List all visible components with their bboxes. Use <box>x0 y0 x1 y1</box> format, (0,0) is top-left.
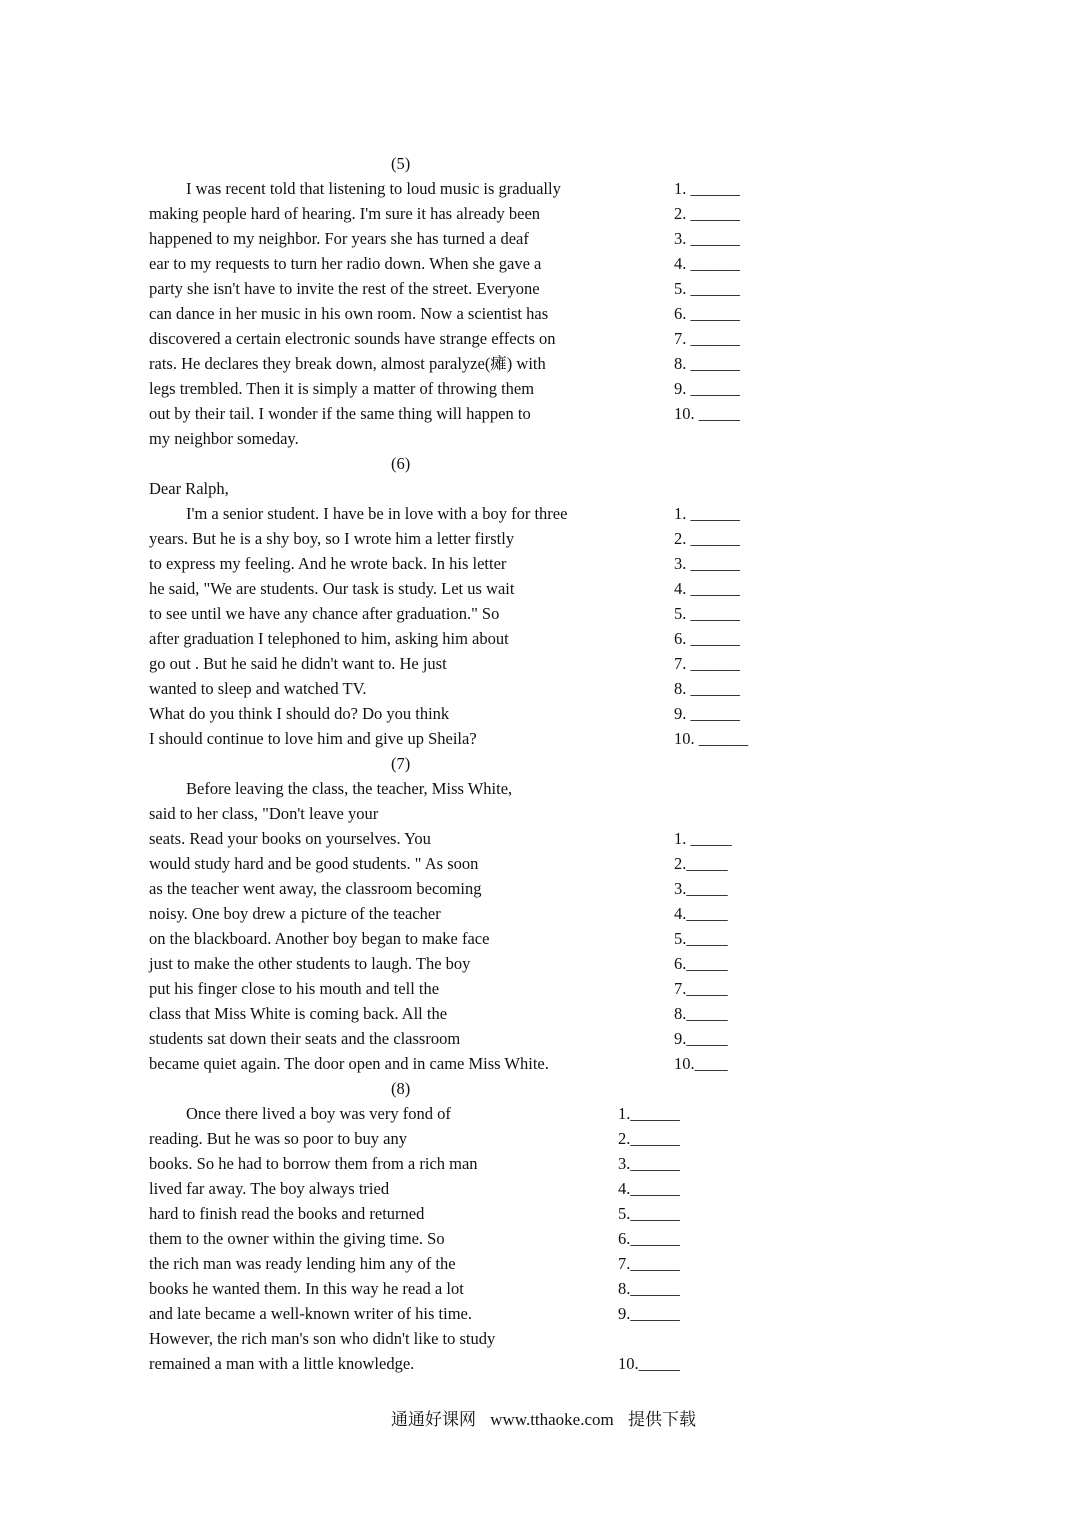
footer-site-name: 通通好课网 <box>390 1410 476 1429</box>
passage-line: them to the owner within the giving time. So <box>149 1229 445 1248</box>
passage-line: party she isn't have to invite the rest of the street. Everyone <box>149 279 540 298</box>
answer-blank[interactable]: 4. ______ <box>674 579 740 598</box>
answer-blank[interactable]: 6. ______ <box>674 304 740 323</box>
answer-blank[interactable]: 6._____ <box>674 954 728 973</box>
answer-blank[interactable]: 3.______ <box>618 1154 680 1173</box>
passage-line: students sat down their seats and the classroom <box>149 1029 461 1048</box>
answer-blank[interactable]: 10._____ <box>618 1354 680 1373</box>
answer-blank[interactable]: 5.______ <box>618 1204 680 1223</box>
answer-blank[interactable]: 7. ______ <box>674 329 740 348</box>
answer-blank[interactable]: 7.______ <box>618 1254 680 1273</box>
answer-blank[interactable]: 9. ______ <box>674 704 740 723</box>
passage-line: Once there lived a boy was very fond of <box>186 1104 451 1123</box>
answer-blank[interactable]: 1. ______ <box>674 504 740 523</box>
passage-line: to express my feeling. And he wrote back. In his letter <box>149 554 507 573</box>
answer-blank[interactable]: 8. ______ <box>674 679 740 698</box>
answer-blank[interactable]: 5. ______ <box>674 279 740 298</box>
passage-line: reading. But he was so poor to buy any <box>149 1129 407 1148</box>
passage-line: rats. He declares they break down, almost paralyze(瘫) with <box>149 354 546 373</box>
passage-line: the rich man was ready lending him any of the <box>149 1254 456 1273</box>
passage-line: I should continue to love him and give up Sheila? <box>149 729 477 748</box>
answer-blank[interactable]: 7. ______ <box>674 654 740 673</box>
footer-download-note: 提供下载 <box>628 1410 697 1429</box>
passage-line: I was recent told that listening to loud music is gradually <box>186 179 561 198</box>
answer-blank[interactable]: 4._____ <box>674 904 728 923</box>
passage-line: However, the rich man's son who didn't like to study <box>149 1329 496 1348</box>
passage-line: What do you think I should do? Do you think <box>149 704 450 723</box>
answer-blank[interactable]: 2. ______ <box>674 204 740 223</box>
answer-blank[interactable]: 2._____ <box>674 854 728 873</box>
passage-line: would study hard and be good students. " As soon <box>149 854 479 873</box>
passage-number: (7) <box>391 754 411 773</box>
passage-line: noisy. One boy drew a picture of the teacher <box>149 904 441 923</box>
answer-blank[interactable]: 8. ______ <box>674 354 740 373</box>
answer-blank[interactable]: 9. ______ <box>674 379 740 398</box>
answer-blank[interactable]: 9.______ <box>618 1304 680 1323</box>
answer-blank[interactable]: 5. ______ <box>674 604 740 623</box>
passage-line: to see until we have any chance after graduation." So <box>149 604 500 623</box>
passage-line: go out . But he said he didn't want to. He just <box>149 654 447 673</box>
answer-blank[interactable]: 3._____ <box>674 879 728 898</box>
answer-blank[interactable]: 8.______ <box>618 1279 680 1298</box>
passage-line: hard to finish read the books and returned <box>149 1204 425 1223</box>
passage-line: ear to my requests to turn her radio down. When she gave a <box>149 254 542 273</box>
passage-line: discovered a certain electronic sounds have strange effects on <box>149 329 556 348</box>
answer-blank[interactable]: 3. ______ <box>674 554 740 573</box>
passage-line: books he wanted them. In this way he read a lot <box>149 1279 464 1298</box>
passage-line: my neighbor someday. <box>149 429 299 448</box>
answer-blank[interactable]: 3. ______ <box>674 229 740 248</box>
passage-line: on the blackboard. Another boy began to make face <box>149 929 490 948</box>
passage-line: Before leaving the class, the teacher, Miss White, <box>186 779 513 798</box>
answer-blank[interactable]: 9._____ <box>674 1029 728 1048</box>
passage-line: said to her class, "Don't leave your <box>149 804 379 823</box>
answer-blank[interactable]: 1. ______ <box>674 179 740 198</box>
passage-line: happened to my neighbor. For years she has turned a deaf <box>149 229 529 248</box>
answer-blank[interactable]: 7._____ <box>674 979 728 998</box>
passage-line: seats. Read your books on yourselves. You <box>149 829 431 848</box>
passage-number: (5) <box>391 154 411 173</box>
passage-line: he said, "We are students. Our task is study. Let us wait <box>149 579 515 598</box>
passage-line: wanted to sleep and watched TV. <box>149 679 367 698</box>
answer-blank[interactable]: 10.____ <box>674 1054 728 1073</box>
letter-salutation: Dear Ralph, <box>149 479 229 498</box>
passage-line: I'm a senior student. I have be in love with a boy for three <box>186 504 568 523</box>
passage-line: lived far away. The boy always tried <box>149 1179 390 1198</box>
passage-line: class that Miss White is coming back. All the <box>149 1004 448 1023</box>
passage-line: years. But he is a shy boy, so I wrote him a letter firstly <box>149 529 515 548</box>
answer-blank[interactable]: 2.______ <box>618 1129 680 1148</box>
passage-line: as the teacher went away, the classroom becoming <box>149 879 482 898</box>
passage-line: after graduation I telephoned to him, asking him about <box>149 629 509 648</box>
passage-line: put his finger close to his mouth and tell the <box>149 979 440 998</box>
answer-blank[interactable]: 6.______ <box>618 1229 680 1248</box>
passage-line: books. So he had to borrow them from a rich man <box>149 1154 478 1173</box>
answer-blank[interactable]: 5._____ <box>674 929 728 948</box>
answer-blank[interactable]: 2. ______ <box>674 529 740 548</box>
passage-line: became quiet again. The door open and in came Miss White. <box>149 1054 549 1073</box>
passage-line: just to make the other students to laugh. The boy <box>149 954 471 973</box>
passage-line: out by their tail. I wonder if the same thing will happen to <box>149 404 531 423</box>
answer-blank[interactable]: 10. _____ <box>674 404 740 423</box>
passage-line: can dance in her music in his own room. Now a scientist has <box>149 304 549 323</box>
passage-number: (8) <box>391 1079 411 1098</box>
answer-blank[interactable]: 1. _____ <box>674 829 732 848</box>
answer-blank[interactable]: 10. ______ <box>674 729 749 748</box>
answer-blank[interactable]: 4. ______ <box>674 254 740 273</box>
answer-blank[interactable]: 1.______ <box>618 1104 680 1123</box>
footer-url: www.tthaoke.com <box>490 1410 614 1429</box>
passage-line: making people hard of hearing. I'm sure it has already been <box>149 204 541 223</box>
passage-number: (6) <box>391 454 411 473</box>
passage-line: remained a man with a little knowledge. <box>149 1354 415 1373</box>
answer-blank[interactable]: 6. ______ <box>674 629 740 648</box>
passage-line: and late became a well-known writer of his time. <box>149 1304 473 1323</box>
page-footer <box>0 1407 1087 1433</box>
answer-blank[interactable]: 4.______ <box>618 1179 680 1198</box>
passage-line: legs trembled. Then it is simply a matter of throwing them <box>149 379 535 398</box>
answer-blank[interactable]: 8._____ <box>674 1004 728 1023</box>
